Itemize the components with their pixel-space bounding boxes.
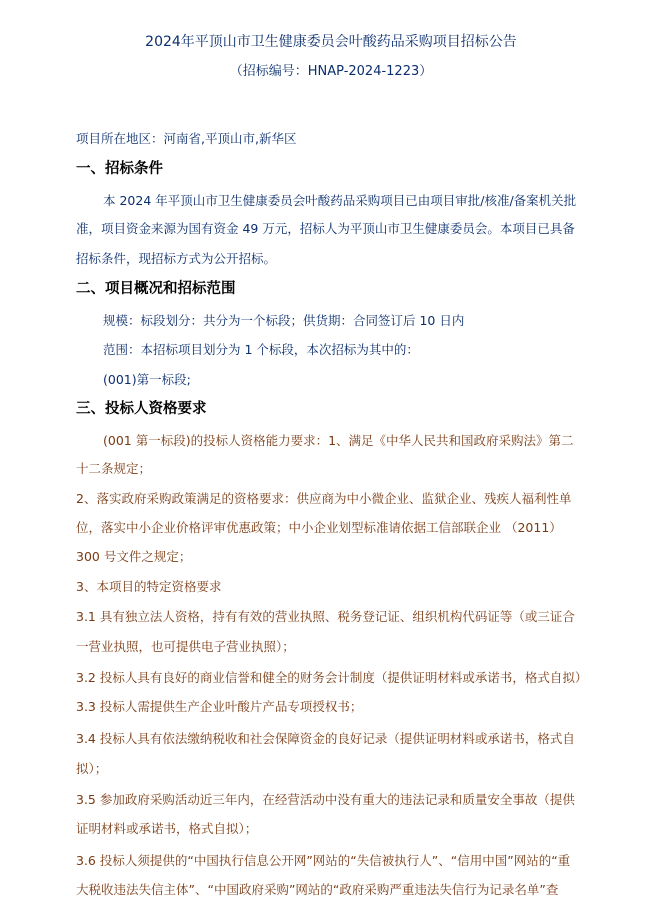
paragraph-line: 3.2 投标人具有良好的商业信誉和健全的财务会计制度（提供证明材料或承诺书，格式自拟） xyxy=(76,670,588,685)
paragraph-line: 十二条规定； xyxy=(76,461,152,476)
paragraph-line: 拟）； xyxy=(76,761,108,776)
paragraph-line: 3.5 参加政府采购活动近三年内，在经营活动中没有重大的违法记录和质量安全事故（提供 xyxy=(76,792,575,807)
paragraph-line: 3.6 投标人须提供的“中国执行信息公开网”网站的“失信被执行人”、“信用中国”网站的“重 xyxy=(76,853,571,868)
paragraph-line: 3.1 具有独立法人资格，持有有效的营业执照、税务登记证、组织机构代码证等（或三证合 xyxy=(76,609,575,624)
paragraph-line: 3、本项目的特定资格要求 xyxy=(76,579,222,594)
paragraph-line: 300 号文件之规定； xyxy=(76,549,192,564)
section-heading: 三、投标人资格要求 xyxy=(76,401,207,417)
document-title: 2024年平顶山市卫生健康委员会叶酸药品采购项目招标公告 xyxy=(145,34,517,50)
paragraph-line: 证明材料或承诺书，格式自拟）； xyxy=(76,821,258,836)
paragraph-line: 范围：本招标项目划分为 1 个标段，本次招标为其中的： xyxy=(103,342,419,357)
tender-number: （招标编号：HNAP-2024-1223） xyxy=(229,64,433,79)
paragraph-line: 一营业执照，也可提供电子营业执照）； xyxy=(76,639,295,654)
paragraph-line: 大税收违法失信主体”、“中国政府采购”网站的“政府采购严重违法失信行为记录名单”查 xyxy=(76,882,559,897)
paragraph-line: 位，落实中小企业价格评审优惠政策；中小企业划型标准请依据工信部联企业 （2011） xyxy=(76,520,562,535)
section-heading: 二、项目概况和招标范围 xyxy=(76,281,236,297)
paragraph-line: 招标条件，现招标方式为公开招标。 xyxy=(76,251,277,266)
paragraph-line: 本 2024 年平顶山市卫生健康委员会叶酸药品采购项目已由项目审批/核准/备案机关批 xyxy=(103,193,577,208)
project-location: 项目所在地区：河南省,平顶山市,新华区 xyxy=(76,131,297,146)
paragraph-line: (001)第一标段; xyxy=(103,372,191,387)
paragraph-line: 3.4 投标人具有依法缴纳税收和社会保障资金的良好记录（提供证明材料或承诺书，格式自 xyxy=(76,731,575,746)
paragraph-line: (001 第一标段)的投标人资格能力要求：1、满足《中华人民共和国政府采购法》第二 xyxy=(103,433,574,448)
section-heading: 一、招标条件 xyxy=(76,161,163,177)
paragraph-line: 规模：标段划分：共分为一个标段；供货期：合同签订后 10 日内 xyxy=(103,313,465,328)
paragraph-line: 2、落实政府采购政策满足的资格要求：供应商为中小微企业、监狱企业、残疾人福利性单 xyxy=(76,491,572,506)
paragraph-line: 3.3 投标人需提供生产企业叶酸片产品专项授权书； xyxy=(76,699,363,714)
paragraph-line: 准，项目资金来源为国有资金 49 万元，招标人为平顶山市卫生健康委员会。本项目已具备 xyxy=(76,221,575,236)
